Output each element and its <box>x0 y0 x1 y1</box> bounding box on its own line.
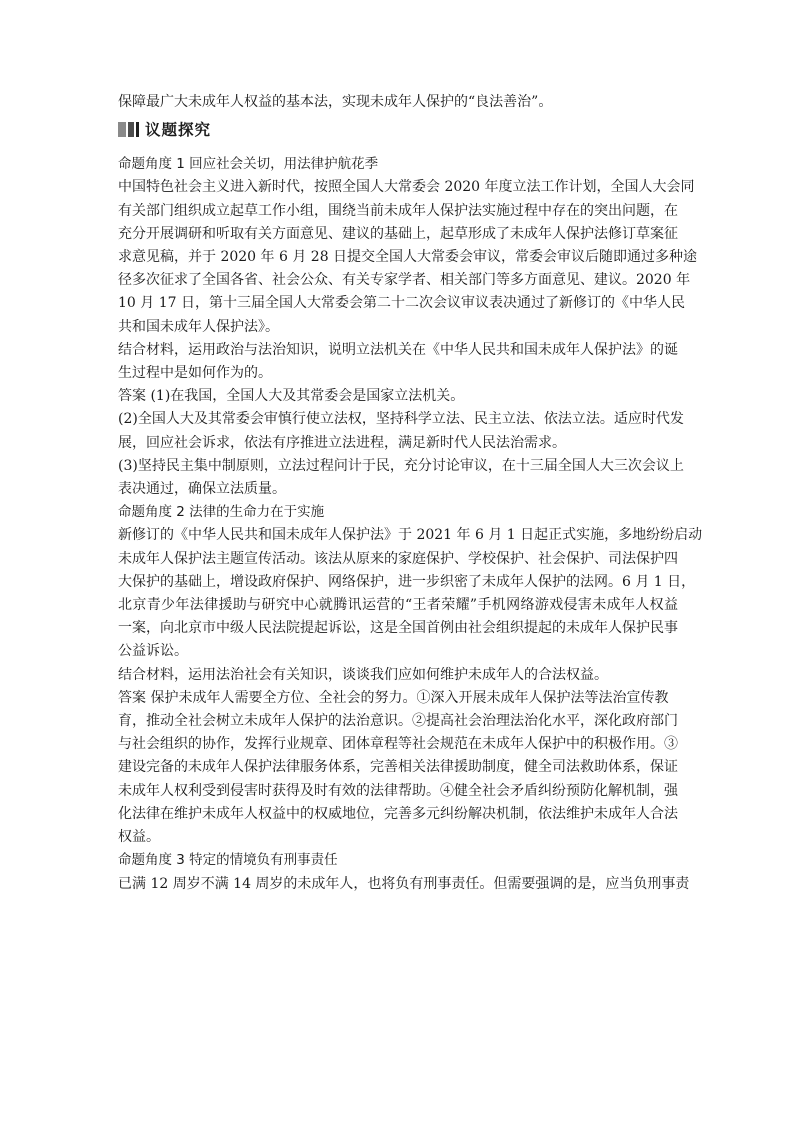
section-heading-text: 议题探究 <box>145 121 212 140</box>
angle2-answer-line: 化法律在维护未成年人权益中的权威地位，完善多元纠纷解决机制，依法维护未成年人合法 <box>118 805 678 822</box>
angle2-material-line: 公益诉讼。 <box>118 643 188 660</box>
angle1-material-line: 有关部门组织成立起草工作小组，围绕当前未成年人保护法实施过程中存在的突出问题，在 <box>118 202 678 219</box>
angle1-answer-line: 表决通过，确保立法质量。 <box>118 481 286 498</box>
angle2-answer-line: 答案 保护未成年人需要全方位、全社会的努力。①深入开展未成年人保护法等法治宣传教 <box>118 689 669 706</box>
angle1-material-line: 求意见稿，并于 2020 年 6 月 28 日提交全国人大常委会审议，常委会审议后随即通过多种途 <box>118 249 698 266</box>
angle2-title: 命题角度 2 法律的生命力在于实施 <box>118 504 325 521</box>
angle1-material-line: 共和国未成年人保护法》。 <box>118 318 279 335</box>
angle3-title: 命题角度 3 特定的情境负有刑事责任 <box>118 852 338 869</box>
angle1-answer-line: 展，回应社会诉求，依法有序推进立法进程，满足新时代人民法治需求。 <box>118 434 566 451</box>
angle1-answer-line: 答案 (1)在我国，全国人大及其常委会是国家立法机关。 <box>118 388 465 405</box>
angle1-material-line: 10 月 17 日，第十三届全国人大常委会第二十二次会议审议表决通过了新修订的《中华人民 <box>118 295 685 312</box>
angle3-material-line: 已满 12 周岁不满 14 周岁的未成年人，也将负有刑事责任。但需要强调的是，应当负刑事责 <box>118 875 690 892</box>
answer-label: 答案 <box>118 689 146 706</box>
section-marker-icon <box>118 122 139 137</box>
angle1-material-line: 充分开展调研和听取有关方面意见、建议的基础上，起草形成了未成年人保护法修订草案征 <box>118 225 678 242</box>
angle2-answer-line: 与社会组织的协作，发挥行业规章、团体章程等社会规范在未成年人保护中的积极作用。③ <box>118 736 678 753</box>
angle1-question-line: 结合材料，运用政治与法治知识，说明立法机关在《中华人民共和国未成年人保护法》的诞 <box>118 341 678 358</box>
angle2-material-line: 一案，向北京市中级人民法院提起诉讼，这是全国首例由社会组织提起的未成年人保护民事 <box>118 620 678 637</box>
angle2-material-line: 未成年人保护法主题宣传活动。该法从原来的家庭保护、学校保护、社会保护、司法保护四 <box>118 550 678 567</box>
angle2-material-line: 大保护的基础上，增设政府保护、网络保护，进一步织密了未成年人保护的法网。6 月 1 日， <box>118 573 696 590</box>
intro-line: 保障最广大未成年人权益的基本法，实现未成年人保护的“良法善治”。 <box>118 94 553 110</box>
angle2-material-line: 新修订的《中华人民共和国未成年人保护法》于 2021 年 6 月 1 日起正式实施，多地纷纷启动 <box>118 527 703 544</box>
angle1-answer-line: (2)全国人大及其常委会审慎行使立法权，坚持科学立法、民主立法、依法立法。适应时代发 <box>118 411 684 428</box>
answer-label: 答案 <box>118 388 146 405</box>
angle1-material-line: 径多次征求了全国各省、社会公众、有关专家学者、相关部门等多方面意见、建议。2020 年 <box>118 272 691 289</box>
angle2-question-line: 结合材料，运用法治社会有关知识，谈谈我们应如何维护未成年人的合法权益。 <box>118 666 608 683</box>
angle2-answer-line: 育，推动全社会树立未成年人保护的法治意识。②提高社会治理法治化水平，深化政府部门 <box>118 713 678 730</box>
angle2-answer-line: 未成年人权利受到侵害时获得及时有效的法律帮助。④健全社会矛盾纠纷预防化解机制，强 <box>118 782 678 799</box>
angle2-answer-line: 权益。 <box>118 829 160 846</box>
section-heading <box>118 117 678 141</box>
angle1-material-line: 中国特色社会主义进入新时代，按照全国人大常委会 2020 年度立法工作计划，全国人大会同 <box>118 179 695 196</box>
angle1-answer-line: (3)坚持民主集中制原则，立法过程问计于民，充分讨论审议，在十三届全国人大三次会议上 <box>118 457 684 474</box>
angle1-title: 命题角度 1 回应社会关切，用法律护航花季 <box>118 156 379 173</box>
document-page <box>118 91 703 896</box>
angle1-question-line: 生过程中是如何作为的。 <box>118 365 272 382</box>
angle2-material-line: 北京青少年法律援助与研究中心就腾讯运营的“王者荣耀”手机网络游戏侵害未成年人权益 <box>118 597 678 614</box>
angle2-answer-line: 建设完备的未成年人保护法律服务体系，完善相关法律援助制度，健全司法救助体系，保证 <box>118 759 678 776</box>
